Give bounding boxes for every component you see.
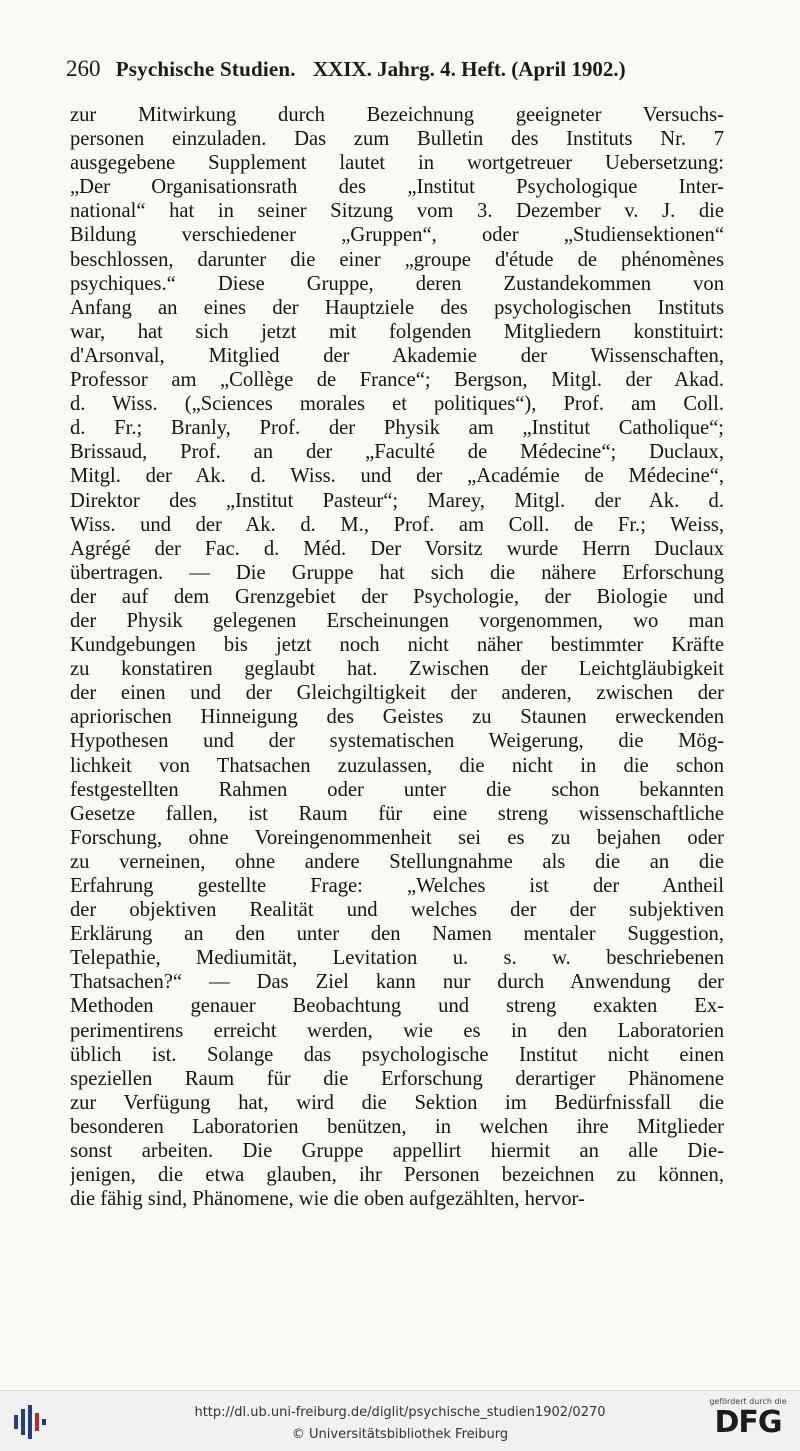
text-line: perimentirens erreicht werden, wie es in den Laboratorien [70, 1019, 724, 1042]
copyright-notice: © Universitätsbibliothek Freiburg [291, 1427, 509, 1442]
text-line: Agrégé der Fac. d. Méd. Der Vorsitz wurde Herrn Duclaux [70, 537, 724, 560]
text-line: Kundgebungen bis jetzt noch nicht näher bestimmter Kräfte [70, 634, 724, 657]
text-line: d. Fr.; Branly, Prof. der Physik am „Institut Catholique“; [70, 417, 724, 440]
text-line: Professor am „Collège de France“; Bergson, Mitgl. der Akad. [70, 369, 724, 392]
text-line: d. Wiss. („Sciences morales et politiques“), Prof. am Coll. [70, 393, 724, 416]
text-line: war, hat sich jetzt mit folgenden Mitgliedern konstituirt: [70, 320, 724, 343]
issue-info: XXIX. Jahrg. 4. Heft. (April 1902.) [313, 57, 626, 81]
text-line: Bildung verschiedener „Gruppen“, oder „Studiensektionen“ [70, 224, 724, 247]
text-line: apriorischen Hinneigung des Geistes zu Staunen erweckenden [70, 706, 724, 729]
text-line: zur Mitwirkung durch Bezeichnung geeigneter Versuchs- [70, 104, 724, 126]
text-line: der einen und der Gleichgiltigkeit der anderen, zwischen der [70, 682, 724, 705]
text-line: üblich ist. Solange das psychologische Institut nicht einen [70, 1043, 724, 1066]
text-line: personen einzuladen. Das zum Bulletin des Instituts Nr. 7 [70, 128, 724, 151]
text-line: Anfang an eines der Hauptziele des psychologischen Instituts [70, 296, 724, 319]
body-text [70, 103, 724, 1211]
text-line: speziellen Raum für die Erforschung derartiger Phänomene [70, 1067, 724, 1090]
text-line: festgestellten Rahmen oder unter die schon bekannten [70, 778, 724, 801]
text-line: der Physik gelegenen Erscheinungen vorgenommen, wo man [70, 609, 724, 632]
page-number: 260 [66, 56, 101, 81]
text-line: übertragen. — Die Gruppe hat sich die nähere Erforschung [70, 561, 724, 584]
text-line: „Der Organisationsrath des „Institut Psychologique Inter- [70, 176, 724, 199]
text-line: sonst arbeiten. Die Gruppe appellirt hiermit an alle Die- [70, 1140, 724, 1163]
text-line: ausgegebene Supplement lautet in wortgetreuer Uebersetzung: [70, 152, 724, 175]
text-line: besonderen Laboratorien benützen, in welchen ihre Mitglieder [70, 1115, 724, 1138]
text-line: der objektiven Realität und welches der der subjektiven [70, 899, 724, 922]
text-line: Gesetze fallen, ist Raum für eine streng wissenschaftliche [70, 802, 724, 825]
text-line: beschlossen, darunter die einer „groupe d'étude de phénomènes [70, 248, 724, 271]
text-line: zu konstatiren geglaubt hat. Zwischen der Leichtgläubigkeit [70, 658, 724, 681]
text-line: lichkeit von Thatsachen zuzulassen, die nicht in die schon [70, 754, 724, 777]
dfg-logo [708, 1397, 788, 1439]
text-line: d'Arsonval, Mitglied der Akademie der Wissenschaften, [70, 344, 724, 367]
running-header [66, 56, 730, 82]
viewer-footer [0, 1390, 800, 1451]
text-line: die fähig sind, Phänomene, wie die oben aufgezählten, hervor- [70, 1188, 585, 1211]
source-url[interactable]: http://dl.ub.uni-freiburg.de/diglit/psychische_studien1902/0270 [194, 1405, 606, 1420]
text-line: Brissaud, Prof. an der „Faculté de Médecine“; Duclaux, [70, 441, 724, 464]
text-line: zu verneinen, ohne andere Stellungnahme als die an die [70, 850, 724, 873]
text-line: national“ hat in seiner Sitzung vom 3. Dezember v. J. die [70, 200, 724, 223]
text-line: Wiss. und der Ak. d. M., Prof. am Coll. de Fr.; Weiss, [70, 513, 724, 536]
text-line: Erklärung an den unter den Namen mentaler Suggestion, [70, 923, 724, 946]
text-line: Mitgl. der Ak. d. Wiss. und der „Académie de Médecine“, [70, 465, 724, 488]
text-line: der auf dem Grenzgebiet der Psychologie, der Biologie und [70, 585, 724, 608]
text-line: Direktor des „Institut Pasteur“; Marey, Mitgl. der Ak. d. [70, 489, 724, 512]
text-line: Erfahrung gestellte Frage: „Welches ist der Antheil [70, 875, 724, 897]
text-line: zur Verfügung hat, wird die Sektion im Bedürfnissfall die [70, 1091, 724, 1114]
text-line: jenigen, die etwa glauben, ihr Personen bezeichnen zu können, [70, 1164, 724, 1187]
text-line: Telepathie, Mediumität, Levitation u. s. w. beschriebenen [70, 947, 724, 970]
text-line: Methoden genauer Beobachtung und streng exakten Ex- [70, 995, 724, 1018]
text-line: Thatsachen?“ — Das Ziel kann nur durch Anwendung der [70, 971, 724, 994]
journal-title: Psychische Studien. [115, 57, 296, 81]
dfg-logo-text: DFG [714, 1405, 782, 1440]
text-line: psychiques.“ Diese Gruppe, deren Zustandekommen von [70, 272, 724, 295]
text-line: Hypothesen und der systematischen Weigerung, die Mög- [70, 730, 724, 753]
dfg-caption: gefördert durch die [709, 1397, 787, 1406]
text-line: Forschung, ohne Voreingenommenheit sei es zu bejahen oder [70, 826, 724, 849]
